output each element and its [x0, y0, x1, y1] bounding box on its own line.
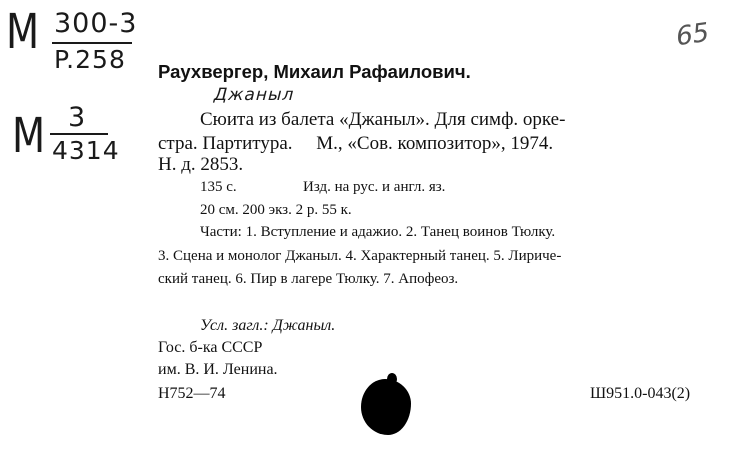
extent-pages: 135 с.	[200, 179, 237, 195]
classification-code: Ш951.0-043(2)	[590, 385, 691, 402]
shelfmark-1-divider	[52, 42, 132, 44]
title-line-2: стра. Партитура. М., «Сов. композитор», 1974.	[158, 133, 554, 154]
corner-mark: 65	[675, 17, 711, 53]
contents-line-3: ский танец. 6. Пир в лагере Тюлку. 7. Апофеоз.	[158, 271, 459, 287]
handwritten-note: Джаныл	[211, 85, 297, 105]
author-heading: Раухвергер, Михаил Рафаилович.	[158, 61, 471, 82]
shelfmark-2-letter: M	[12, 108, 46, 164]
title-line-1: Сюита из балета «Джаныл». Для симф. орке-	[200, 109, 566, 130]
contents-line-2: 3. Сцена и монолог Джаныл. 4. Характерный танец. 5. Лириче-	[158, 248, 562, 264]
contents-line-1: Части: 1. Вступление и адажио. 2. Танец воинов Тюлку.	[200, 224, 556, 240]
shelfmark-1-denominator: P.258	[54, 45, 126, 74]
extent-languages: Изд. на рус. и англ. яз.	[303, 179, 446, 195]
shelfmark-1-numerator: 300-3	[54, 8, 138, 39]
shelfmark-2-denominator: 4314	[52, 136, 120, 165]
title-line-3: Н. д. 2853.	[158, 154, 244, 175]
uniform-title: Усл. загл.: Джаныл.	[200, 317, 336, 334]
library-line-2: им. В. И. Ленина.	[158, 361, 278, 378]
shelfmark-1-letter: M	[6, 4, 40, 60]
card-number: Н752—74	[158, 385, 226, 402]
shelfmark-2-divider	[50, 133, 108, 135]
library-line-1: Гос. б-ка СССР	[158, 339, 263, 356]
shelfmark-2-numerator: 3	[68, 102, 87, 133]
ink-blot	[361, 379, 411, 435]
extent-format: 20 см. 200 экз. 2 р. 55 к.	[200, 202, 352, 218]
